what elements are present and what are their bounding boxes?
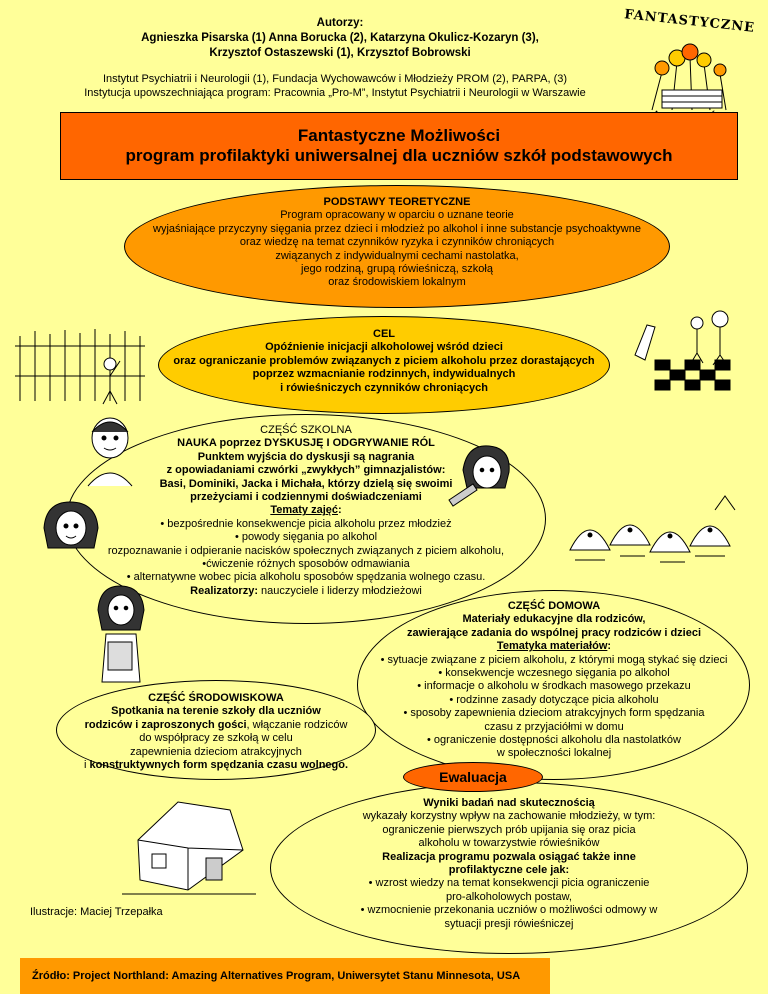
institutions-line-2: Instytucja upowszechniająca program: Pracownia „Pro-M”, Instytut Psychiatrii i Neurologii w Warszawie [84,87,586,99]
domowa-heading: CZĘŚĆ DOMOWA [507,600,601,612]
domowa-topic: • rodzinne zasady dotyczące picia alkoholu [449,693,659,706]
szkolna-topic: • bezpośrednie konsekwencje picia alkoholu przez młodzież [160,517,452,530]
source-footer: Źródło: Project Northland: Amazing Alternatives Program, Uniwersytet Stanu Minnesota, USA [20,958,550,994]
cel-heading: CEL [373,328,395,340]
authors-line-1: Agnieszka Pisarska (1) Anna Borucka (2), Katarzyna Okulicz-Kozaryn (3), [141,32,539,44]
domowa-topic: • ograniczenie dostępności alkoholu dla nastolatków [427,734,681,747]
ewaluacja-bold-line: profilaktyczne cele jak: [448,864,570,877]
domowa-topic: • informacje o alkoholu w środkach masowego przekazu [417,680,691,693]
szkolna-topics-label: Tematy zajęć [270,504,338,517]
ewaluacja-line: sytuacji presji rówieśniczej [444,917,574,930]
podstawy-line: związanych z indywidualnymi cechami nastolatka, [275,249,519,262]
ewaluacja-line: • wzrost wiedzy na temat konsekwencji picia ograniczenie [368,877,650,890]
authors-line-2: Krzysztof Ostaszewski (1), Krzysztof Bobrowski [209,47,471,59]
podstawy-line: wyjaśniające przyczyny sięgania przez dzieci i młodzież po alkohol i inne substancje psychoaktywne [153,222,641,235]
ewaluacja-section [288,797,730,931]
ewaluacja-line: pro-alkoholowych postaw, [446,890,572,903]
ewaluacja-label: Ewaluacja [439,769,507,785]
domowa-topics-label-row: Tematyka materiałów: [496,640,612,653]
szkolna-heading: CZĘŚĆ SZKOLNA [260,424,352,436]
banner-title: Fantastyczne Możliwości [297,126,501,145]
ewaluacja-line: • wzmocnienie przekonania uczniów o możliwości odmowy w [360,904,658,917]
domowa-topic: czasu z przyjaciółmi w domu [484,720,624,733]
flowers-logo-icon [622,32,762,112]
szkolna-bold-line: NAUKA poprzez DYSKUSJĘ I ODGRYWANIE RÓL [177,437,435,450]
cel-line: Opóźnienie inicjacji alkoholowej wśród dzieci [265,341,503,354]
szkolna-topic: •ćwiczenie różnych sposobów odmawiania [202,558,410,571]
podstawy-line: Program opracowany w oparciu o uznane teorie [280,209,514,222]
domowa-section [362,600,746,761]
girl-with-book-icon [82,584,157,684]
ewaluacja-line: ograniczenie pierwszych prób upijania się oraz picia [382,823,636,836]
domowa-topic: w społeczności lokalnej [496,747,612,760]
srodowiskowa-line-3: do współpracy ze szkołą w celu [139,732,293,745]
srodowiskowa-heading: CZĘŚĆ ŚRODOWISKOWA [148,692,284,704]
authors-label: Autorzy: [316,17,364,29]
podstawy-line: oraz środowiskiem lokalnym [328,276,466,289]
fence-illustration-icon [15,316,145,406]
szkolna-bold-line: Basi, Dominiki, Jacka i Michała, którzy dzielą się swoimi [159,477,453,490]
podstawy-line: oraz wiedzę na temat czynników ryzyka i czynników chroniących [239,236,555,249]
srodowiskowa-line-5a: i [83,759,90,772]
ewaluacja-bold-line: Realizacja programu pozwala osiągać także inne [382,850,636,863]
ewaluacja-line: wykazały korzystny wpływ na zachowanie młodzieży, w tym: [362,810,656,823]
podstawy-heading: PODSTAWY TEORETYCZNE [323,196,471,208]
podstawy-section [134,196,660,290]
srodowiskowa-line-5 [60,759,372,772]
domowa-topic: • sposoby zapewnienia dzieciom atrakcyjnych form spędzania [403,707,705,720]
srodowiskowa-line-2b: , włączanie rodziców [246,718,348,731]
domowa-bold-line: Materiały edukacyjne dla rodziców, [462,613,646,626]
srodowiskowa-line-2a: rodziców i zaproszonych gości [84,718,247,731]
ewaluacja-line: alkoholu w towarzystwie rówieśników [418,837,600,850]
cel-line: i rówieśniczych czynników chroniących [280,381,488,394]
srodowiskowa-line-2 [60,719,372,732]
domowa-bold-line: zawierające zadania do wspólnej pracy rodziców i dzieci [406,626,702,639]
house-illustration-icon [118,790,258,900]
ewaluacja-badge [403,762,543,792]
szkolna-realizators [70,585,542,598]
srodowiskowa-line-4: zapewnienia dzieciom atrakcyjnych [130,745,302,758]
szkolna-bold-line: przeżyciami i codziennymi doświadczeniami [190,491,422,504]
crowd-illustration-icon [565,490,755,580]
domowa-topics-label: Tematyka materiałów [496,640,608,653]
institutions-block [40,72,630,100]
srodowiskowa-line-5b: konstruktywnych form spędzania czasu wolnego. [89,759,349,772]
authors-block [40,16,640,61]
cel-section [165,328,603,395]
logo-top-text: FANTASTYCZNE [623,7,756,36]
ewaluacja-heading: Wyniki badań nad skutecznością [423,797,595,809]
szkolna-section [70,424,542,598]
illustrations-credit: Ilustracje: Maciej Trzepałka [30,906,163,918]
srodowiskowa-line-1: Spotkania na terenie szkoły dla uczniów [111,705,321,718]
podstawy-line: jego rodziną, grupą rówieśniczą, szkołą [301,263,493,276]
institutions-line-1: Instytut Psychiatrii i Neurologii (1), Fundacja Wychowawców i Młodzieży PROM (2), PARPA, (3) [102,73,568,85]
domowa-topic: • sytuacje związane z piciem alkoholu, z którymi mogą stykać się dzieci [380,653,728,666]
szkolna-topic: • alternatywne wobec picia alkoholu sposobów spędzania wolnego czasu. [126,571,486,584]
szkolna-bold-line: z opowiadaniami czwórki „zwykłych” gimnazjalistów: [166,464,446,477]
szkolna-bold-line: Punktem wyjścia do dyskusji są nagrania [197,450,415,463]
realizators-label: Realizatorzy: [190,584,258,597]
chessboard-illustration-icon [625,305,750,400]
domowa-topic: • konsekwencje wczesnego sięgania po alkohol [438,667,670,680]
szkolna-topic: • powody sięgania po alkohol [234,531,378,544]
banner-subtitle: program profilaktyki uniwersalnej dla uczniów szkół podstawowych [125,146,673,165]
realizators-value: nauczyciele i liderzy młodzieżowi [258,584,422,597]
szkolna-topics-label-row: Tematy zajęć: [270,504,342,517]
srodowiskowa-section [60,692,372,772]
szkolna-topic: rozpoznawanie i odpieranie nacisków społecznych związanych z piciem alkoholu, [107,544,505,557]
cel-line: oraz ograniczanie problemów związanych z piciem alkoholu przez dorastających [173,354,595,367]
title-banner [60,112,738,180]
cel-line: poprzez wzmacnianie rodzinnych, indywidualnych [252,368,516,381]
